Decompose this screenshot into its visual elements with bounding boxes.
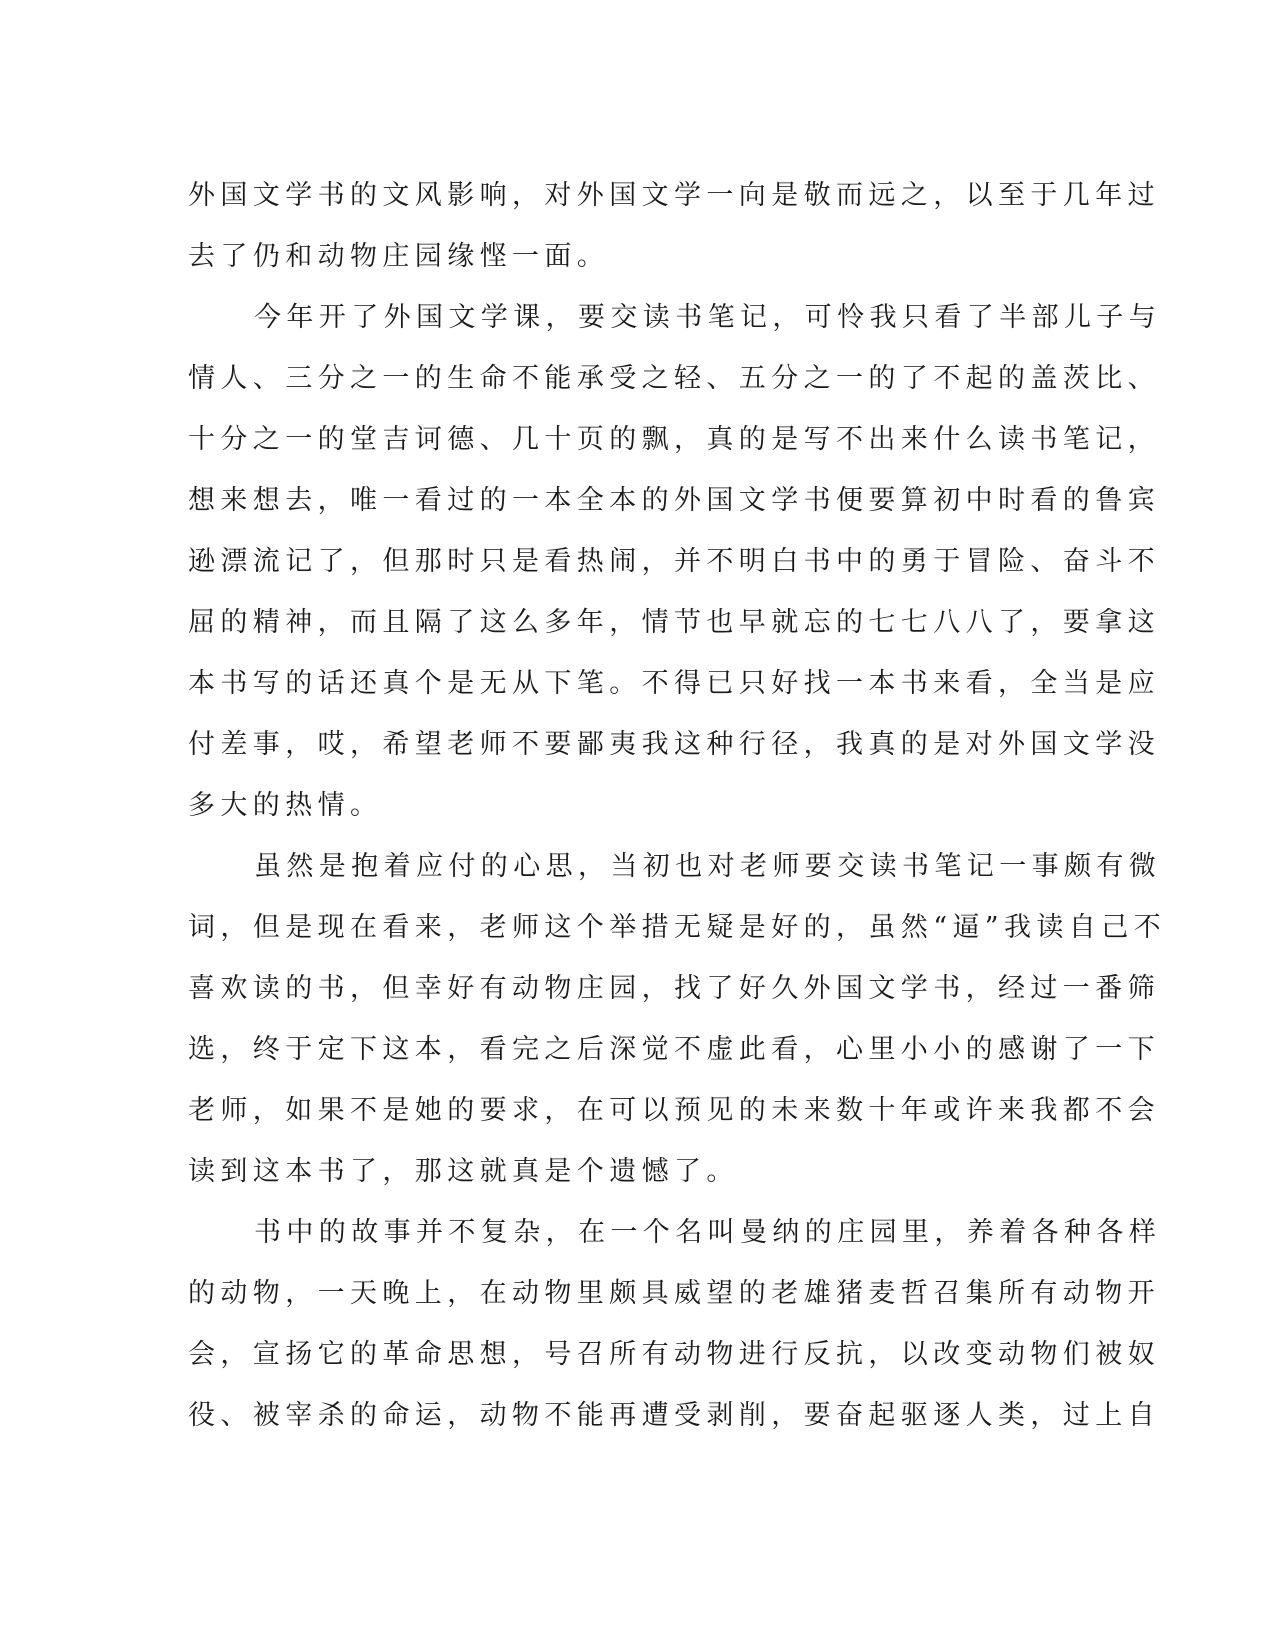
text-line: 逊漂流记了，但那时只是看热闹，并不明白书中的勇于冒险、奋斗不 bbox=[188, 546, 1160, 577]
text-line: 多大的热情。 bbox=[188, 790, 383, 821]
text-line: 想来想去，唯一看过的一本全本的外国文学书便要算初中时看的鲁宾 bbox=[188, 485, 1160, 516]
text-line: 词，但是现在看来，老师这个举措无疑是好的，虽然“逼”我读自己不 bbox=[188, 912, 1167, 943]
text-line: 十分之一的堂吉诃德、几十页的飘，真的是写不出来什么读书笔记， bbox=[188, 424, 1160, 455]
text-line: 的动物，一天晚上，在动物里颇具威望的老雄猪麦哲召集所有动物开 bbox=[188, 1278, 1160, 1309]
text-line: 屈的精神，而且隔了这么多年，情节也早就忘的七七八八了，要拿这 bbox=[188, 607, 1160, 638]
text-line: 付差事，哎，希望老师不要鄙夷我这种行径，我真的是对外国文学没 bbox=[188, 729, 1160, 760]
paragraph bbox=[188, 287, 1162, 836]
text-line: 喜欢读的书，但幸好有动物庄园，找了好久外国文学书，经过一番筛 bbox=[188, 973, 1160, 1004]
body-text bbox=[188, 165, 1167, 1446]
text-line: 外国文学书的文风影响，对外国文学一向是敬而远之，以至于几年过 bbox=[188, 180, 1160, 211]
text-line: 本书写的话还真个是无从下笔。不得已只好找一本书来看，全当是应 bbox=[188, 668, 1160, 699]
text-line: 虽然是抱着应付的心思，当初也对老师要交读书笔记一事颇有微 bbox=[254, 851, 1162, 882]
text-line: 今年开了外国文学课，要交读书笔记，可怜我只看了半部儿子与 bbox=[254, 302, 1162, 333]
paragraph bbox=[188, 165, 1160, 287]
paragraph bbox=[188, 1202, 1162, 1446]
text-line: 书中的故事并不复杂，在一个名叫曼纳的庄园里，养着各种各样 bbox=[254, 1217, 1162, 1248]
text-line: 役、被宰杀的命运，动物不能再遭受剥削，要奋起驱逐人类，过上自 bbox=[188, 1400, 1160, 1431]
text-line: 情人、三分之一的生命不能承受之轻、五分之一的了不起的盖茨比、 bbox=[188, 363, 1160, 394]
text-line: 选，终于定下这本，看完之后深觉不虚此看，心里小小的感谢了一下 bbox=[188, 1034, 1160, 1065]
text-line: 去了仍和动物庄园缘悭一面。 bbox=[188, 241, 610, 272]
paragraph bbox=[188, 836, 1167, 1202]
text-line: 会，宣扬它的革命思想，号召所有动物进行反抗，以改变动物们被奴 bbox=[188, 1339, 1160, 1370]
text-line: 读到这本书了，那这就真是个遗憾了。 bbox=[188, 1156, 739, 1187]
text-line: 老师，如果不是她的要求，在可以预见的未来数十年或许来我都不会 bbox=[188, 1095, 1160, 1126]
